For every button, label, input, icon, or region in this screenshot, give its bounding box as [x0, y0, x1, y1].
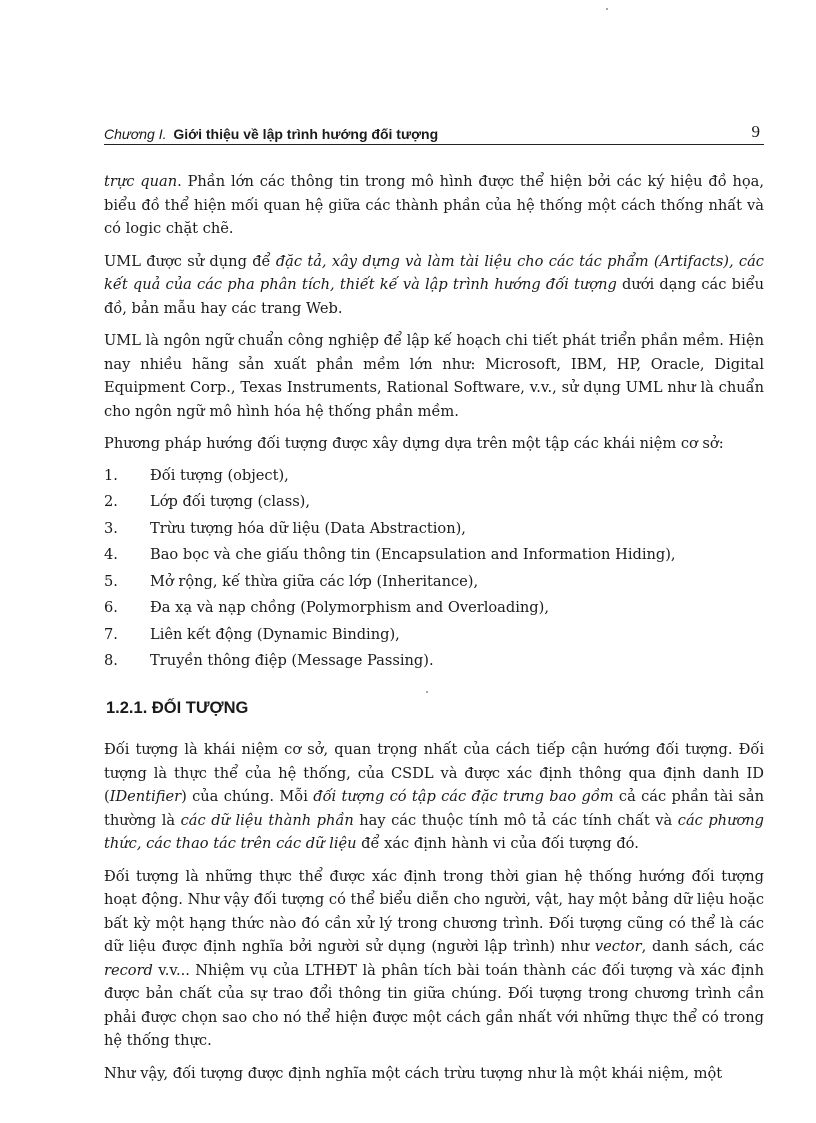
italic-term: IDentifier	[109, 788, 182, 805]
list-item-text: Bao bọc và che giấu thông tin (Encapsulation and Information Hiding),	[150, 546, 676, 563]
section-heading: 1.2.1. ĐỐI TƯỢNG	[106, 698, 249, 717]
italic-term: vector	[594, 938, 642, 955]
paragraph	[104, 250, 764, 321]
header-title-group	[104, 126, 438, 142]
paragraph	[104, 738, 764, 856]
list-item-text: Mở rộng, kế thừa giữa các lớp (Inheritance),	[150, 572, 479, 590]
scan-speck	[606, 8, 608, 10]
paragraph: Như vậy, đối tượng được định nghĩa một cách trừu tượng như là một khái niệm, một	[104, 1064, 723, 1082]
list-item-text: Đối tượng (object),	[150, 466, 289, 484]
list-item	[104, 542, 764, 569]
italic-term: đặc tả, xây dựng và làm tài liệu cho các tác phẩm (Artifacts), các kết quả của các pha phân tích, thiết kế và lập trình hướng đối tượng	[104, 252, 764, 293]
list-item-text: Trừu tượng hóa dữ liệu (Data Abstraction),	[150, 519, 466, 537]
text-run: dưới dạng các biểu đồ, bản mẫu hay các trang Web.	[104, 276, 765, 317]
text-run: ) của chúng. Mỗi	[181, 788, 314, 805]
italic-term: đối tượng có tập các đặc trưng bao gồm	[313, 788, 614, 805]
text-run: , danh sách, các	[641, 938, 764, 955]
list-item-text: Truyền thông điệp (Message Passing).	[150, 652, 434, 669]
page-number: 9	[751, 122, 760, 141]
body-text	[104, 170, 764, 1094]
list-item	[104, 516, 764, 543]
list-item-text: Lớp đối tượng (class),	[150, 493, 311, 510]
header-title: Giới thiệu về lập trình hướng đối tượng	[173, 126, 439, 142]
list-item	[104, 489, 764, 516]
list-item	[104, 463, 764, 490]
list-item-number: 2.	[104, 493, 118, 510]
list-item-text: Liên kết động (Dynamic Binding),	[150, 625, 400, 643]
italic-term: record	[104, 961, 153, 979]
list-item-number: 6.	[104, 599, 118, 616]
italic-term: các phương thức, các thao tác trên các dữ liệu	[104, 811, 765, 852]
list-item-number: 3.	[104, 519, 118, 537]
text-run: UML được sử dụng để	[104, 252, 276, 270]
running-header	[104, 122, 764, 145]
list-item-number: 1.	[104, 466, 118, 484]
paragraph	[104, 170, 764, 241]
italic-term: các dữ liệu thành phần	[180, 811, 354, 829]
text-run: để xác định hành vi của đối tượng đó.	[356, 835, 639, 852]
list-item-number: 4.	[104, 546, 118, 563]
list-item-number: 5.	[104, 572, 118, 590]
list-item	[104, 569, 764, 596]
list-item-number: 8.	[104, 652, 118, 669]
paragraph: Phương pháp hướng đối tượng được xây dựng dựa trên một tập các khái niệm cơ sở:	[104, 435, 724, 452]
text-run: hay các thuộc tính mô tả các tính chất và	[353, 811, 678, 829]
italic-term: trực quan	[104, 173, 178, 190]
concept-list	[104, 463, 764, 675]
list-item	[104, 595, 764, 622]
text-run: Đối tượng là những thực thể được xác định trong thời gian hệ thống hướng đối tượng hoạt động. Như vậy đối tượng có thể biểu diễn cho người, vật, hay một bảng dữ liệu hoặc bất kỳ một hạng thức nào đó cần xử lý trong chương trình. Đối tượng cũng có thể là các dữ liệu được định nghĩa bởi người sử dụng (người lập trình) như	[104, 867, 764, 955]
list-item	[104, 622, 764, 649]
text-run: cả các phần tài sản thường là	[104, 788, 764, 829]
list-item	[104, 648, 764, 675]
paragraph	[104, 865, 764, 1053]
header-chapter: Chương I.	[104, 126, 167, 142]
paragraph: UML là ngôn ngữ chuẩn công nghiệp để lập kế hoạch chi tiết phát triển phần mềm. Hiện nay nhiều hãng sản xuất phần mềm lớn như: Microsoft, IBM, HP, Oracle, Digital Equipment Corp., Texas Instruments, Rational Software, v.v., sử dụng UML như là chuẩn cho ngôn ngữ mô hình hóa hệ thống phần mềm.	[104, 332, 764, 420]
list-item-text: Đa xạ và nạp chồng (Polymorphism and Overloading),	[150, 599, 549, 616]
text-run: . Phần lớn các thông tin trong mô hình được thể hiện bởi các ký hiệu đồ họa, biểu đồ thể hiện mối quan hệ giữa các thành phần của hệ thống một cách thống nhất và có logic chặt chẽ.	[104, 173, 764, 237]
text-run: v.v... Nhiệm vụ của LTHĐT là phân tích bài toán thành các đối tượng và xác định được bản chất của sự trao đổi thông tin giữa chúng. Đối tượng trong chương trình cần phải được chọn sao cho nó thể hiện được một cách gần nhất với những thực thể có trong hệ thống thực.	[104, 961, 764, 1049]
text-run: Đối tượng là khái niệm cơ sở, quan trọng nhất của cách tiếp cận hướng đối tượng. Đối tượng là thực thể của hệ thống, của CSDL và được xác định thông qua định danh ID (	[104, 741, 764, 805]
list-item-number: 7.	[104, 625, 118, 643]
